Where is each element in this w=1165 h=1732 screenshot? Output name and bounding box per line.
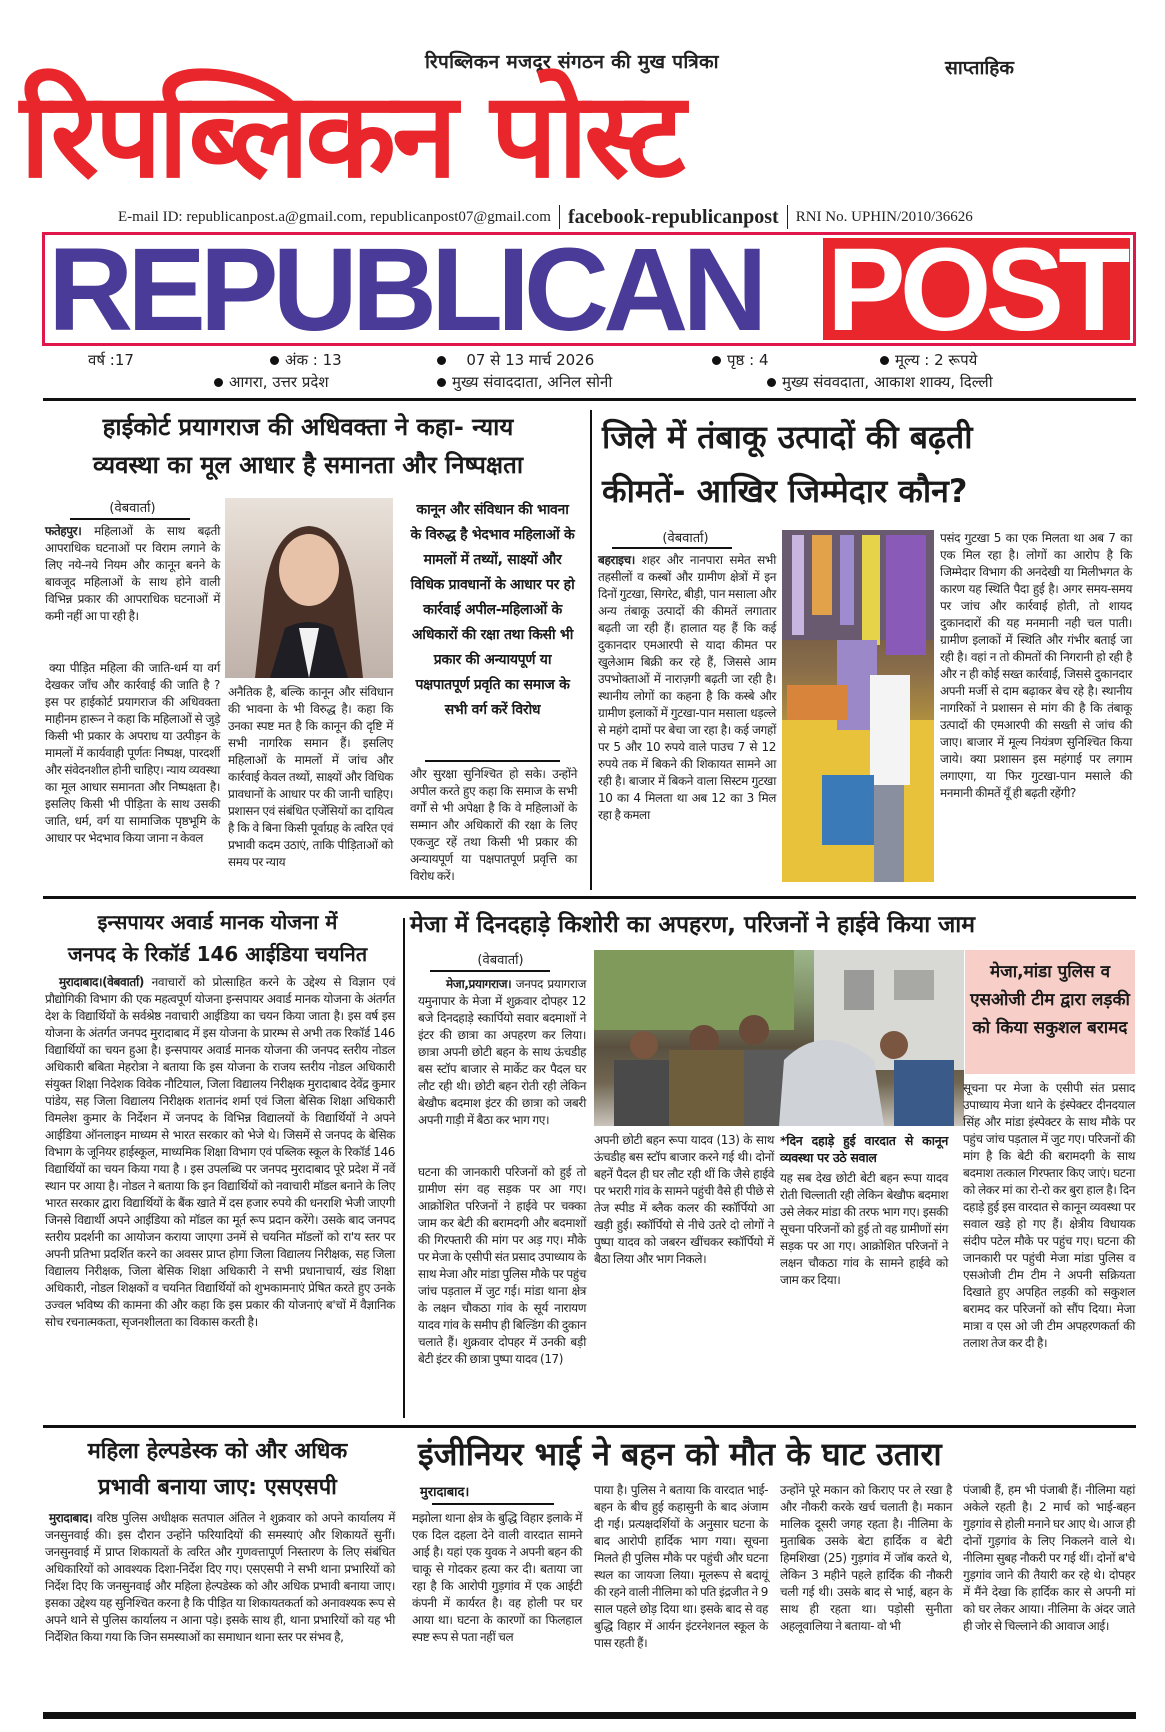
meja-col4: सूचना पर मेजा के एसीपी संत प्रसाद उपाध्याय मेजा थाने के इंस्पेक्टर दीनदयाल सिंह और मांडा इंस्पेक्टर के साथ मौके पर पहुंच जांच पड़ताल में जुट गए। परिजनों की मांग है कि बेटी की बरामदगी के साथ बदमाश तत्काल गिरफ्तार किए जाएं। घटना को लेकर मां का रो-रो कर बुरा हाल है। दिन दहाड़े हुई इस वारदात से कानून व्यवस्था पर सवाल खड़े हो गए हैं। क्षेत्रीय विधायक संदीप पटेल मौके पर पहुंच गए। घटना की जानकारी पर पहुंची मेजा मांडा पुलिस व एसओजी टीम टीम ने अपनी सक्रियता दिखाते हुए अपहित लड़की को सकुशल बरामद कर परिजनों को सौंप दिया। मेजा मात्रा व एस ओ जी टीम अपहरणकर्ता की तलाश तेज कर दी है। — [963, 1081, 1135, 1350]
tobacco-shop-photo — [782, 530, 934, 882]
meja-col1: मेजा,प्रयागराज। जनपद प्रयागराज यमुनापार के मेजा में शुक्रवार दोपहर 12 बजे दिनदहाड़े स्कार्पियो सवार बदमाशों ने इंटर की छात्रा का अपहरण कर लिया। छात्रा अपनी छोटी बहन के साथ ऊंचडीह बस स्टॉप बाजार से मार्केट कर पैदल घर लौट रही थी। छोटी बहन रोती रही लेकिन बेखौफ बदमाश इंटर की छात्रा को जबरी अपनी गाड़ी में बैठा कर भाग गए। — [418, 977, 586, 1127]
advocate-col1b: क्या पीड़ित महिला की जाति-धर्म या वर्ग देखकर जाँच और कार्रवाई की जाति है ? इस पर हाईकोर्ट प्रयागराज की अधिवक्ता माहीनम हारून ने कहा कि महिलाओं से जुड़े किसी भी प्रकार के अपराध या उत्पीड़न के मामलों में कार्यवाही पूर्णतः निष्पक्ष, पारदर्शी और संवेदनशील होनी चाहिए। न्याय व्यवस्था का मूल आधार समानता और निष्पक्षता है। इसलिए किसी भी पीड़िता के साथ उसकी जाति, धर्म, वर्ग या सामाजिक पृष्ठभूमि के आधार पर भेदभाव किया जाना न केवल — [45, 661, 220, 845]
advocate-col2: अनैतिक है, बल्कि कानून और संविधान की भावना के भी विरुद्ध है। कहा कि उनका स्पष्ट मत है कि कानून की दृष्टि में सभी नागरिक समान हैं। इसलिए महिलाओं के मामलों में जांच और कार्रवाई केवल तथ्यों, साक्ष्यों और विधिक प्रावधानों के आधार पर की जानी चाहिए। प्रशासन एवं संबंधित एजेंसियों का दायित्व है कि वे बिना किसी पूर्वाग्रह के त्वरित एवं प्रभावी कदम उठाएं, ताकि पीड़िताओं को समय पर न्याय — [228, 685, 393, 869]
location: आगरा, उत्तर प्रदेश — [214, 372, 329, 392]
issue-number: अंक : 13 — [270, 350, 342, 370]
english-title-post: POST — [823, 238, 1130, 340]
advocate-col1: फतेहपुर। महिलाओं के साथ बढ़ती आपराधिक घटनाओं पर विराम लगाने के लिए नये-नये नियम और कानून बनने के बावजूद महिलाओं के साथ होने वाली विभिन्न प्रकार की आपराधिक घटनाओं में कमी नहीं आ पा रही है। — [45, 524, 220, 623]
column-rule — [403, 918, 405, 1418]
chief-correspondent-2: मुख्य संववदाता, आकाश शाक्य, दिल्ली — [767, 372, 993, 392]
meja-crowd-photo — [594, 950, 964, 1126]
credit-underline — [432, 1503, 554, 1505]
tobacco-credit: (वेबवार्ता) — [662, 531, 709, 546]
police-crowd-image — [594, 950, 964, 1126]
advocate-credit: (वेबवार्ता) — [109, 501, 156, 516]
meja-headline: मेजा में दिनदहाड़े किशोरी का अपहरण, परिजनों ने हाईवे किया जाम — [410, 912, 975, 938]
engineer-col4: पंजाबी हैं, हम भी पंजाबी हैं। नीलिमा यहां अकेले रहती है। 2 मार्च को भाई-बहन गुड़गांव से होली मनाने घर आए थे। आज ही दोनों गुड़गांव के लिए निकलने वाले थे। नीलिमा सुबह नौकरी पर गई थीं। दोनों ब'चे गुड़गांव जाने की तैयारी कर रहे थे। दोपहर में मैंने देखा कि हार्दिक कार से अपनी मां को घर लेकर आया। नीलिमा के अंदर जाते ही जोर से चिल्लाने की आवाज आई। — [963, 1483, 1135, 1633]
divider — [787, 205, 788, 229]
chief-correspondent-1: मुख्य संवाददाता, अनिल सोनी — [437, 372, 612, 392]
helpdesk-headline: महिला हेल्पडेस्क को और अधिक प्रभावी बनाया जाए: एसएसपी — [87, 1439, 348, 1500]
credit-underline — [612, 547, 732, 549]
rni-number: RNI No. UPHIN/2010/36626 — [795, 208, 973, 225]
meja-col2: अपनी छोटी बहन रूपा यादव (13) के साथ ऊंचडीह बस स्टॉप बाजार करने गई थी। दोनों बहनें पैदल ही घर लौट रही थीं कि जैसे हाईवे पर भरारी गांव के सामने पहुंची वैसे ही पीछे से तेज स्पीड में ब्लैक कलर की स्कॉर्पियो आ खड़ी हुई। स्कॉर्पियो से नीचे उतरे दो लोगों ने पुष्पा यादव को जबरन खींचकर स्कॉर्पियो में बैठा लिया और भाग निकले। — [594, 1133, 774, 1266]
inspire-body: मुरादाबाद।(वेबवार्ता) नवाचारों को प्रोत्साहित करने के उद्देश्य से विज्ञान एवं प्रौद्योगिकी विभाग की एक महत्वपूर्ण योजना इन्सपायर अवार्ड मानक योजना के अंतर्गत देश के विद्यार्थियों के सर्वश्रेष्ठ नवाचारी आईडिया का चयन किया जाता है। इस वर्ष इस योजना के अंतर्गत जनपद मुरादाबाद में इस योजना के प्रारम्भ से अभी तक रिकॉर्ड 146 विद्यार्थियों का चयन हुआ है। इन्सपायर अवार्ड मानक योजना की जनपद स्तरीय नोडल अधिकारी बबिता मेहरोत्रा ने बताया कि इस योजना के राजय स्तरीय नोडल अधिकारी संयुक्त शिक्षा निदेशक विवेक नौटियाल, जिला विद्यालय निरीक्षक मुरादाबाद देवेंद्र कुमार पांडेय, सह जिला विद्यालय निरीक्षक शतानंद शर्मा एवं जिला बेसिक शिक्षा अधिकारी विमलेश कुमार के निर्देशन में जनपद के विभिन्न विद्यालयों के विद्यार्थियों ने अपने आईडिया ऑनलाइन माध्यम से भारत सरकार को भेजे थे। जिसमें से जनपद के बेसिक विभाग के जूनियर हाईस्कूल, माध्यमिक शिक्षा विभाग एवं पब्लिक स्कूल के रिकॉर्ड 146 विद्यार्थियों का चयन किया गया है । इस उपलब्धि पर जनपद मुरादाबाद पूरे प्रदेश में नवें स्थान पर आया है। नोडल ने बताया कि इन विद्यार्थियों को नवाचारी मॉडल बनाने के लिए भारत सरकार द्वारा विद्यार्थियों के बैंक खाते में दस हजार रुपये की धनराशि भेजी जाएगी जिनसे विद्यार्थी अपने आईडिया को मॉडल का मूर्त रूप प्रदान करेंगे। उसके बाद जनपद स्तरीय प्रदर्शनी का आयोजन कराया जाएगा उनमें से चयनित मॉडलों को रा'य स्तर पर अपनी प्रतिभा प्रदर्शित करने का अवसर प्राप्त होगा जिला विद्यालय निरीक्षक, सह जिला विद्यालय निरीक्षक, जिला बेसिक शिक्षा अधिकारी ने सभी प्रधानाचार्य, खंड शिक्षा अधिकारी, नोडल शिक्षकों व चयनित विद्यार्थियों को शुभकामनाएं प्रेषित करते हुए उनके उ‍ज्वल भविष्य की कामना की और कहा कि इस प्रकार की योजनाएं ब'चों में वैज्ञानिक सोच रचनात्मकता, सृजनशीलता का विकास करती है। — [45, 975, 395, 1329]
engineer-dateline: मुरादाबाद। — [420, 1485, 470, 1500]
meja-credit: (वेबवार्ता) — [477, 953, 524, 968]
english-title-republican: REPUBLICAN — [48, 238, 762, 340]
frequency-label: साप्ताहिक — [945, 57, 1014, 79]
helpdesk-body: मुरादाबाद। वरिष्ठ पुलिस अधीक्षक सतपाल अंतिल ने शुक्रवार को अपने कार्यालय में जनसुनवाई की। इस दौरान उन्होंने फरियादियों की समस्याएं और शिकायतें सुनीं। जनसुनवाई में प्राप्त शिकायतों के त्वरित और गुणवत्तापूर्ण निस्तारण के लिए संबंधित अधिकारियों को आवश्यक दिशा-निर्देश दिए गए। एसएसपी ने सभी थाना प्रभारियों को निर्देश दिए कि जनसुनवाई और महिला हेल्पडेस्क को और अधिक प्रभावी बनाया जाए। इसका उद्देश्य यह सुनिश्चित करना है कि पीड़ित या शिकायतकर्ता को अनावश्यक रूप से अपने थाने से पुलिस कार्यालय न आना पड़े। इसके साथ ही, थाना प्रभारियों को यह भी निर्देशित किया गया कि जिन समस्याओं का समाधान थाना स्तर पर संभव है, — [45, 1511, 395, 1644]
engineer-col1: मझोला थाना क्षेत्र के बुद्धि विहार इलाके में एक दिल दहला देने वाली वारदात सामने आई है। यहां एक युवक ने अपनी बहन की चाकू से गोदकर हत्या कर दी। बताया जा रहा है कि आरोपी गुड़गांव में एक आईटी कंपनी में कार्यरत है। वह होली पर घर आया था। घटना के कारणों का फिलहाल स्पष्ट रूप से पता नहीं चल — [412, 1511, 582, 1644]
advocate-photo — [225, 498, 393, 678]
english-title-banner — [42, 232, 1136, 346]
page-bottom-rule — [43, 1712, 1136, 1719]
bullet-icon — [214, 378, 223, 387]
correspondent-row — [0, 372, 1165, 394]
hindi-newspaper-title: रिपब्लिकन पोस्ट — [20, 66, 682, 204]
facebook-text: facebook-republicanpost — [567, 205, 779, 228]
tobacco-col1: बहराइच। शहर और नानपारा समेत सभी तहसीलों व कस्बों और ग्रामीण क्षेत्रों में इन दिनों गुटखा, सिगरेट, बीड़ी, पान मसाला और अन्य तंबाकू उत्पादों की कीमतें लगातार बढ़ती जा रही हैं। हालात यह हैं कि कई दुकानदार एमआरपी से यादा कीमत पर खुलेआम बिक्री कर रहे हैं, जिससे आम उपभोक्ताओं में नाराज़गी बढ़ती जा रही है। स्थानीय लोगों का कहना है कि कस्बे और ग्रामीण इलाकों में गुटखा-पान मसाला धड़ल्ले से महंगे दामों पर बेचा जा रहा है। कई जगहों पर 5 और 10 रुपये वाले पाउच 7 से 12 रुपये तक में बिकने की शिकायत सामने आ रही है। बाजार में बिकने वाला सिस्टम गुटखा 10 का 4 मिलता था अब 12 का 3 मिल रहा है कमला — [598, 553, 776, 822]
meja-callout-text: मेजा,मांडा पुलिस व एसओजी टीम द्वारा लड़की को किया सकुशल बरामद — [970, 962, 1130, 1038]
meja-col3: यह सब देख छोटी बेटी बहन रूपा यादव रोती चिल्लाती रही लेकिन बेखौफ बदमाश उसे लेकर मांडा की तरफ भाग गए। इसकी सूचना परिजनों को हुई तो वह ग्रामीणों संग सड़क पर आ गए। आक्रोशित परिजनों ने लक्षन चौकठा गांव के सामने हाईवे को जाम कर दिया। — [780, 1171, 948, 1287]
pull-quote-rule — [425, 760, 560, 762]
bullet-icon — [712, 356, 721, 365]
advocate-headline: हाईकोर्ट प्रयागराज की अधिवक्ता ने कहा- न्याय व्यवस्था का मूल आधार है समानता और निष्पक्षता — [92, 413, 524, 479]
tobacco-col2: पसंद गुटखा 5 का एक मिलता था अब 7 का एक मिल रहा है। लोगों का आरोप है कि जिम्मेदार विभाग की अनदेखी या मिलीभगत के कारण यह स्थिति पैदा हुई है। अगर समय-समय पर जांच और कार्रवाई होती, तो शायद दुकानदारों की यह मनमानी नही चल पाती। ग्रामीण इलाकों में स्थिति और गंभीर बताई जा रही है। वहां न तो कीमतों की निगरानी हो रही है और न ही कोई सख्त कार्रवाई, जिससे दुकानदार अपनी मर्जी से दाम बढ़ाकर बेच रहे है। स्थानीय नागरिकों ने प्रशासन से मांग की है कि तंबाकू उत्पादों की एमआरपी की सख्ती से जांच की जाए। बाजार में मूल्य नियंत्रण सुनिश्चित किया जाये। क्या प्रशासन इस महंगाई पर लगाम लगाएगा, या फिर गुटखा-पान मसाले की मनमानी कीमतें यूँ ही बढ़ती रहेंगी? — [940, 531, 1132, 800]
issue-info-row — [0, 350, 1165, 372]
engineer-col2: पाया है। पुलिस ने बताया कि वारदात भाई-बहन के बीच हुई कहासुनी के बाद अंजाम दी गई। प्रत्यक्षदर्शियों के अनुसार घटना के बाद आरोपी हार्दिक भाग गया। सूचना मिलते ही पुलिस मौके पर पहुंची और घटना स्थल का जायजा लिया। मूलरूप से बदायूं की रहने वाली नीलिमा को पति इंद्रजीत ने 9 साल पहले छोड़ दिया था। इसके बाद से वह बुद्धि विहार में आर्यन इंटरनेशनल स्कूल के पास रहती हैं। — [594, 1483, 768, 1650]
bullet-icon — [437, 378, 446, 387]
email-text: E-mail ID: republicanpost.a@gmail.com, republicanpost07@gmail.com — [118, 208, 551, 225]
divider — [559, 205, 560, 229]
tobacco-headline: जिले में तंबाकू उत्पादों की बढ़ती कीमतें- आखिर जिम्मेदार कौन? — [602, 418, 973, 510]
engineer-headline: इंजीनियर भाई ने बहन को मौत के घाट उतारा — [418, 1435, 942, 1473]
meja-subhead: *दिन दहाड़े हुई वारदात से कानून व्यवस्था पर उठे सवाल — [780, 1133, 948, 1165]
inspire-headline: इन्सपायर अवार्ड मानक योजना में जनपद के रिकॉर्ड 146 आईडिया चयनित — [67, 910, 368, 966]
bullet-icon — [437, 356, 446, 365]
credit-underline — [430, 970, 550, 972]
bullet-icon — [767, 378, 776, 387]
section-rule — [43, 896, 1136, 899]
meja-col1b: घटना की जानकारी परिजनों को हुई तो ग्रामीण संग वह सड़क पर आ गए। आक्रोशित परिजनों ने हाईवे पर चक्का जाम कर बेटी की बरामदगी और बदमाशों की गिरफ्तारी की मांग पर अड़ गए। मौके पर मेजा के एसीपी संत प्रसाद उपाध्याय के साथ मेजा और मांडा पुलिस मौके पर पहुंच जांच पड़ताल में जुट गई। मांडा थाना क्षेत्र के लक्षन चौकठा गांव के सूर्य नारायण यादव गांव के समीप ही बिल्डिंग की दुकान चलाते हैं। शुक्रवार दोपहर में उनकी बड़ी बेटी इंटर की छात्रा पुष्पा यादव (17) — [418, 1165, 586, 1366]
bullet-icon — [880, 356, 889, 365]
shop-counter-image — [782, 530, 934, 882]
issue-date: 07 से 13 मार्च 2026 — [437, 350, 594, 370]
advocate-col3: और सुरक्षा सुनिश्चित हो सके। उन्होंने अपील करते हुए कहा कि समाज के सभी वर्गों से भी अपेक्षा है कि वे महिलाओं के सम्मान और अधिकारों की रक्षा के लिए एकजुट रहें तथा किसी भी प्रकार की अन्यायपूर्ण या पक्षपातपूर्ण प्रवृत्ति का विरोध करें। — [410, 767, 577, 883]
engineer-col3: उन्होंने पूरे मकान को किराए पर ले रखा है और नौकरी करके खर्च चलाती है। मकान मालिक दूसरी जगह रहता है। नीलिमा के मुताबिक उसके बेटा हार्दिक व बेटी हिमशिखा (25) गुड़गांव में जॉब करते थे, लेकिन 3 महीने पहले हार्दिक की नौकरी चली गई थी। उसके बाद से भाई, बहन के साथ ही रहता था। पड़ोसी सुनीता अहलूवालिया ने बताया- वो भी — [780, 1483, 952, 1633]
masthead-rule — [43, 398, 1136, 401]
woman-portrait-image — [225, 498, 393, 678]
price: मूल्य : 2 रूपये — [880, 350, 977, 370]
volume-year: वर्ष :17 — [88, 351, 134, 369]
page-count: पृष्ठ : 4 — [712, 350, 769, 370]
contact-line — [118, 205, 973, 229]
bullet-icon — [270, 356, 279, 365]
credit-underline — [70, 518, 190, 520]
section-rule — [43, 1425, 1136, 1428]
advocate-pull-quote: कानून और संविधान की भावना के विरुद्ध है भेदभाव महिलाओं के मामलों में तथ्यों, साक्ष्यों और विधिक प्रावधानों के आधार पर हो कार्रवाई अपील-महिलाओं के अधिकारों की रक्षा तथा किसी भी प्रकार की अन्यायपूर्ण या पक्षपातपूर्ण प्रवृति का समाज के सभी वर्ग करें विरोध — [410, 502, 575, 718]
masthead-tagline: रिपब्लिकन मजदूर संगठन की मुख पत्रिका — [425, 51, 719, 73]
column-rule — [590, 410, 592, 890]
meja-callout-box — [965, 950, 1135, 1074]
